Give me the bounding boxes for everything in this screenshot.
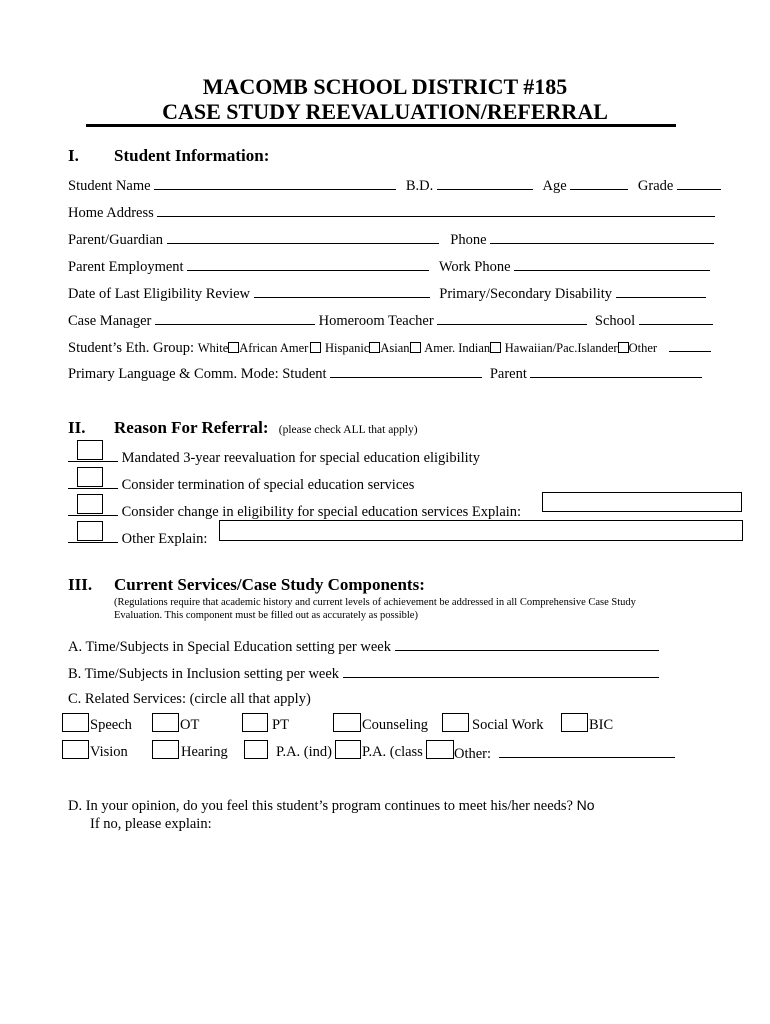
student-name-label: Student Name [68,178,151,194]
eth-option-amer-indian: Amer. Indian [424,341,491,355]
referral-other-label: Other Explain: [121,531,208,547]
referral-other-row [68,528,207,548]
bd-field[interactable] [437,175,533,190]
referral-termination-blank [68,474,118,489]
language-parent-label: Parent [489,366,527,382]
item-a-field[interactable] [395,636,659,651]
referral-termination-row [68,474,414,494]
grade-field[interactable] [677,175,721,190]
service-counseling-label: Counseling [362,717,429,733]
last-review-field[interactable] [254,283,430,298]
eth-amer-indian-checkbox[interactable] [490,342,501,353]
disability-label: Primary/Secondary Disability [439,286,613,302]
parent-guardian-row [68,229,714,249]
homeroom-teacher-field[interactable] [437,310,587,325]
referral-change-blank [68,501,118,516]
bd-label: B.D. [405,178,434,194]
item-d-answer[interactable]: No [576,797,595,813]
service-other-row [454,743,675,763]
referral-other-blank [68,528,118,543]
eth-hispanic-checkbox[interactable] [369,342,380,353]
disability-field[interactable] [616,283,706,298]
item-d-label: D. In your opinion, do you feel this student’s program continues to meet his/her needs? [68,798,573,814]
eth-african-amer-checkbox[interactable] [310,342,321,353]
home-address-field[interactable] [157,202,715,217]
case-manager-label: Case Manager [68,313,152,329]
home-address-label: Home Address [68,205,154,221]
item-a-row [68,636,659,656]
language-parent-field[interactable] [530,363,702,378]
homeroom-teacher-label: Homeroom Teacher [318,313,434,329]
service-vision-label: Vision [90,744,128,760]
eth-option-african-amer: African Amer [239,341,309,355]
grade-label: Grade [637,178,674,194]
referral-change-explain-field[interactable] [542,492,742,512]
eth-asian-checkbox[interactable] [410,342,421,353]
phone-field[interactable] [490,229,714,244]
section-2-note: (please check ALL that apply) [278,424,418,436]
eth-group-label: Student’s Eth. Group: [68,340,195,356]
referral-mandated-row [68,447,480,467]
eligibility-review-row [68,283,706,303]
work-phone-label: Work Phone [438,259,511,275]
section-3-title: Current Services/Case Study Components: [114,575,425,594]
service-other-checkbox[interactable] [426,740,454,759]
parent-guardian-label: Parent/Guardian [68,232,164,248]
eth-option-white: White [197,341,229,355]
section-3-number: III. [68,575,93,594]
item-a-label: A. Time/Subjects in Special Education setting per week [68,639,391,655]
section-2-title [114,418,418,440]
school-field[interactable] [639,310,713,325]
section-2-title-text: Reason For Referral: [114,418,269,437]
service-bic-checkbox[interactable] [561,713,588,732]
student-name-field[interactable] [154,175,396,190]
age-field[interactable] [570,175,628,190]
item-b-field[interactable] [343,663,659,678]
home-address-row [68,202,715,222]
parent-employment-field[interactable] [187,256,429,271]
parent-guardian-field[interactable] [167,229,439,244]
service-other-label: Other: [454,746,492,762]
parent-employment-label: Parent Employment [68,259,184,275]
section-2-number: II. [68,418,86,437]
service-other-field[interactable] [499,743,675,758]
language-student-field[interactable] [330,363,482,378]
referral-change-row [68,501,521,521]
eth-option-asian: Asian [380,341,410,355]
case-manager-row [68,310,713,330]
service-vision-checkbox[interactable] [62,740,89,759]
service-pa-class-label: P.A. (class [362,744,423,760]
case-manager-field[interactable] [155,310,315,325]
last-review-label: Date of Last Eligibility Review [68,286,251,302]
service-pa-class-checkbox[interactable] [335,740,361,759]
service-pa-ind-checkbox[interactable] [244,740,268,759]
section-1-title: Student Information: [114,146,270,165]
age-label: Age [542,178,567,194]
eth-other-field[interactable] [669,337,711,352]
service-ot-checkbox[interactable] [152,713,179,732]
work-phone-field[interactable] [514,256,710,271]
service-ot-label: OT [180,717,200,733]
item-d-explain-label: If no, please explain: [90,816,212,832]
referral-mandated-label: Mandated 3-year reevaluation for special education eligibility [121,450,480,466]
school-label: School [594,313,636,329]
eth-option-hawaiian: Hawaiian/Pac.Islander [504,341,618,355]
service-speech-checkbox[interactable] [62,713,89,732]
service-hearing-checkbox[interactable] [152,740,179,759]
referral-termination-label: Consider termination of special education services [121,477,415,493]
service-social-work-label: Social Work [472,717,544,733]
parent-employment-row [68,256,710,276]
phone-label: Phone [450,232,487,248]
section-3-note-line2: Evaluation. This component must be filled out as accurately as possible) [114,610,418,621]
item-c-row [68,690,311,708]
referral-change-label: Consider change in eligibility for special education services Explain: [121,504,522,520]
form-title-referral: CASE STUDY REEVALUATION/REFERRAL [162,99,608,124]
student-name-row [68,175,721,195]
eth-white-checkbox[interactable] [228,342,239,353]
language-student-label: Primary Language & Comm. Mode: Student [68,366,327,382]
eth-option-hispanic: Hispanic [324,341,370,355]
item-b-label: B. Time/Subjects in Inclusion setting per week [68,666,340,682]
service-pa-ind-label: P.A. (ind) [276,744,332,760]
ethnic-group-row [68,337,711,357]
eth-hawaiian-checkbox[interactable] [618,342,629,353]
referral-other-explain-field[interactable] [219,520,743,541]
item-d-row [68,796,595,815]
service-speech-label: Speech [90,717,132,733]
service-pt-checkbox[interactable] [242,713,268,732]
title-rule [86,124,676,127]
form-title-district: MACOMB SCHOOL DISTRICT #185 [202,74,568,99]
section-1-number: I. [68,146,79,165]
service-bic-label: BIC [589,717,614,733]
service-pt-label: PT [272,717,289,733]
service-social-work-checkbox[interactable] [442,713,469,732]
language-row [68,363,702,383]
item-c-label: C. Related Services: (circle all that apply) [68,691,311,707]
service-counseling-checkbox[interactable] [333,713,361,732]
section-3-note-line1: (Regulations require that academic history and current levels of achievement be addressed in all Comprehensive Case Study [114,597,636,608]
item-b-row [68,663,659,683]
service-hearing-label: Hearing [181,744,228,760]
eth-option-other: Other [628,341,658,355]
referral-mandated-blank [68,447,118,462]
